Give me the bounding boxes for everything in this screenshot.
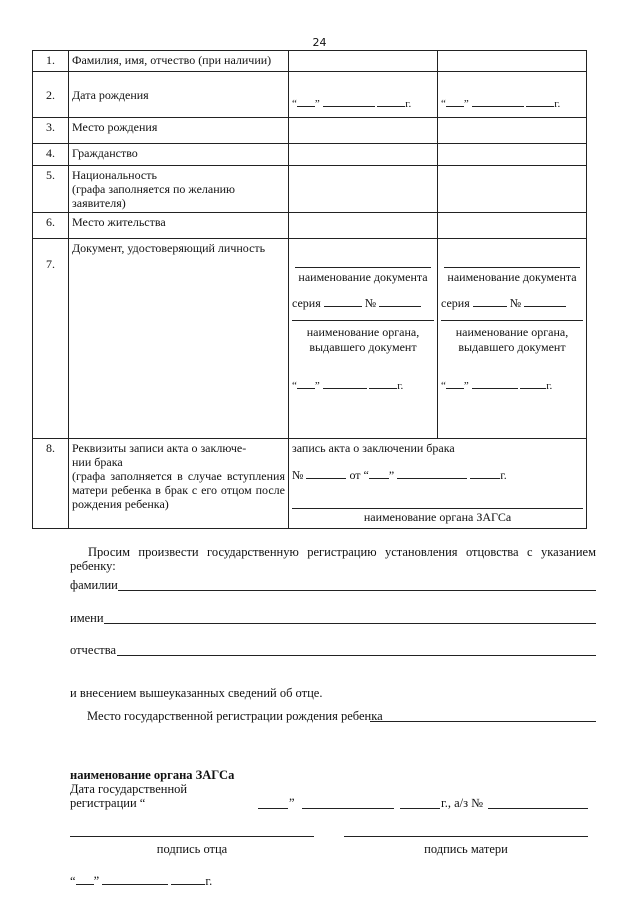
mother-birthplace-cell[interactable] <box>438 118 587 144</box>
father-signature-caption: подпись отца <box>156 842 228 856</box>
row-label-nationality: Национальность (графа заполняется по желанию заявителя) <box>69 166 289 213</box>
father-birthplace-cell[interactable] <box>289 118 438 144</box>
row-number: 5. <box>33 166 69 213</box>
father-id-doc-cell[interactable] <box>289 239 438 439</box>
applicant-data-table <box>32 50 587 529</box>
reg-day-line[interactable] <box>258 807 288 809</box>
father-fio-cell[interactable] <box>289 51 438 72</box>
final-date-line[interactable]: “ ” г. <box>70 874 213 888</box>
row-label-marriage-record: Реквизиты записи акта о заключе- нии брака (графа заполняется в случае вступления матери ребенка в брак с его отцом после рождения ребенка) <box>69 439 289 529</box>
marriage-record-header: запись акта о заключении брака <box>292 441 455 455</box>
name-input-line[interactable] <box>104 622 596 624</box>
series-number-line[interactable]: серия № <box>441 295 583 310</box>
zags-title: наименование органа ЗАГСа <box>70 768 235 782</box>
table-row <box>33 213 587 239</box>
zags-name-line[interactable] <box>292 496 583 509</box>
issuer-caption: наименование органа, выдавшего документ <box>455 325 569 354</box>
marriage-record-cell[interactable] <box>289 439 587 529</box>
father-citizenship-cell[interactable] <box>289 144 438 166</box>
zags-caption: наименование органа ЗАГСа <box>363 510 512 524</box>
reg-date-label-1: Дата государственной <box>70 782 188 796</box>
patronymic-input-line[interactable] <box>117 654 596 656</box>
table-row <box>33 51 587 72</box>
mother-fio-cell[interactable] <box>438 51 587 72</box>
row-label-birthplace: Место рождения <box>69 118 289 144</box>
issuer-caption: наименование органа, выдавшего документ <box>306 325 420 354</box>
request-intro: Просим произвести государственную регистрацию установления отцовства с указанием ребенку: <box>70 545 596 573</box>
table-row <box>33 72 587 118</box>
row-number: 8. <box>33 439 69 529</box>
name-label: имени <box>70 611 104 625</box>
doc-name-caption: наименование документа <box>447 270 577 284</box>
registration-place-input-line[interactable] <box>370 720 596 722</box>
doc-name-line[interactable] <box>444 255 580 268</box>
registration-place-label: Место государственной регистрации рождения ребенка <box>87 709 383 723</box>
table-row <box>33 144 587 166</box>
issue-date-line[interactable]: “ ” г. <box>292 377 434 393</box>
row-number: 4. <box>33 144 69 166</box>
father-birthdate-cell[interactable]: “ ” г. <box>289 72 438 118</box>
row-label-birthdate: Дата рождения <box>69 72 289 118</box>
father-signature-line[interactable] <box>70 835 314 837</box>
mother-id-doc-cell[interactable] <box>438 239 587 439</box>
mother-signature-caption: подпись матери <box>424 842 508 856</box>
father-residence-cell[interactable] <box>289 213 438 239</box>
surname-input-line[interactable] <box>118 589 596 591</box>
az-label: г., а/з № <box>441 796 484 810</box>
row-number: 1. <box>33 51 69 72</box>
mother-citizenship-cell[interactable] <box>438 144 587 166</box>
reg-year-line[interactable] <box>400 807 440 809</box>
doc-name-caption: наименование документа <box>298 270 428 284</box>
row-label-citizenship: Гражданство <box>69 144 289 166</box>
series-number-line[interactable]: серия № <box>292 295 434 310</box>
row-number: 2. <box>33 72 69 118</box>
reg-month-line[interactable] <box>302 807 394 809</box>
marriage-number-date-line[interactable]: № от “ ” г. <box>292 468 507 482</box>
surname-label: фамилии <box>70 578 118 592</box>
mother-nationality-cell[interactable] <box>438 166 587 213</box>
az-number-line[interactable] <box>488 807 588 809</box>
row-label-residence: Место жительства <box>69 213 289 239</box>
doc-name-line[interactable] <box>295 255 431 268</box>
page-number: 24 <box>312 36 327 49</box>
father-nationality-cell[interactable] <box>289 166 438 213</box>
row-label-fio: Фамилия, имя, отчество (при наличии) <box>69 51 289 72</box>
mother-residence-cell[interactable] <box>438 213 587 239</box>
mother-birthdate-cell[interactable]: “ ” г. <box>438 72 587 118</box>
table-row <box>33 239 587 439</box>
reg-date-label-2: регистрации “ <box>70 796 146 810</box>
table-row <box>33 439 587 529</box>
row-number: 7. <box>33 239 69 439</box>
issue-date-line[interactable]: “ ” г. <box>441 377 583 393</box>
amend-text: и внесением вышеуказанных сведений об отце. <box>70 686 323 700</box>
row-label-id-document: Документ, удостоверяющий личность <box>69 239 289 439</box>
patronymic-label: отчества <box>70 643 116 657</box>
row-number: 3. <box>33 118 69 144</box>
table-row <box>33 118 587 144</box>
mother-signature-line[interactable] <box>344 835 588 837</box>
row-number: 6. <box>33 213 69 239</box>
table-row <box>33 166 587 213</box>
